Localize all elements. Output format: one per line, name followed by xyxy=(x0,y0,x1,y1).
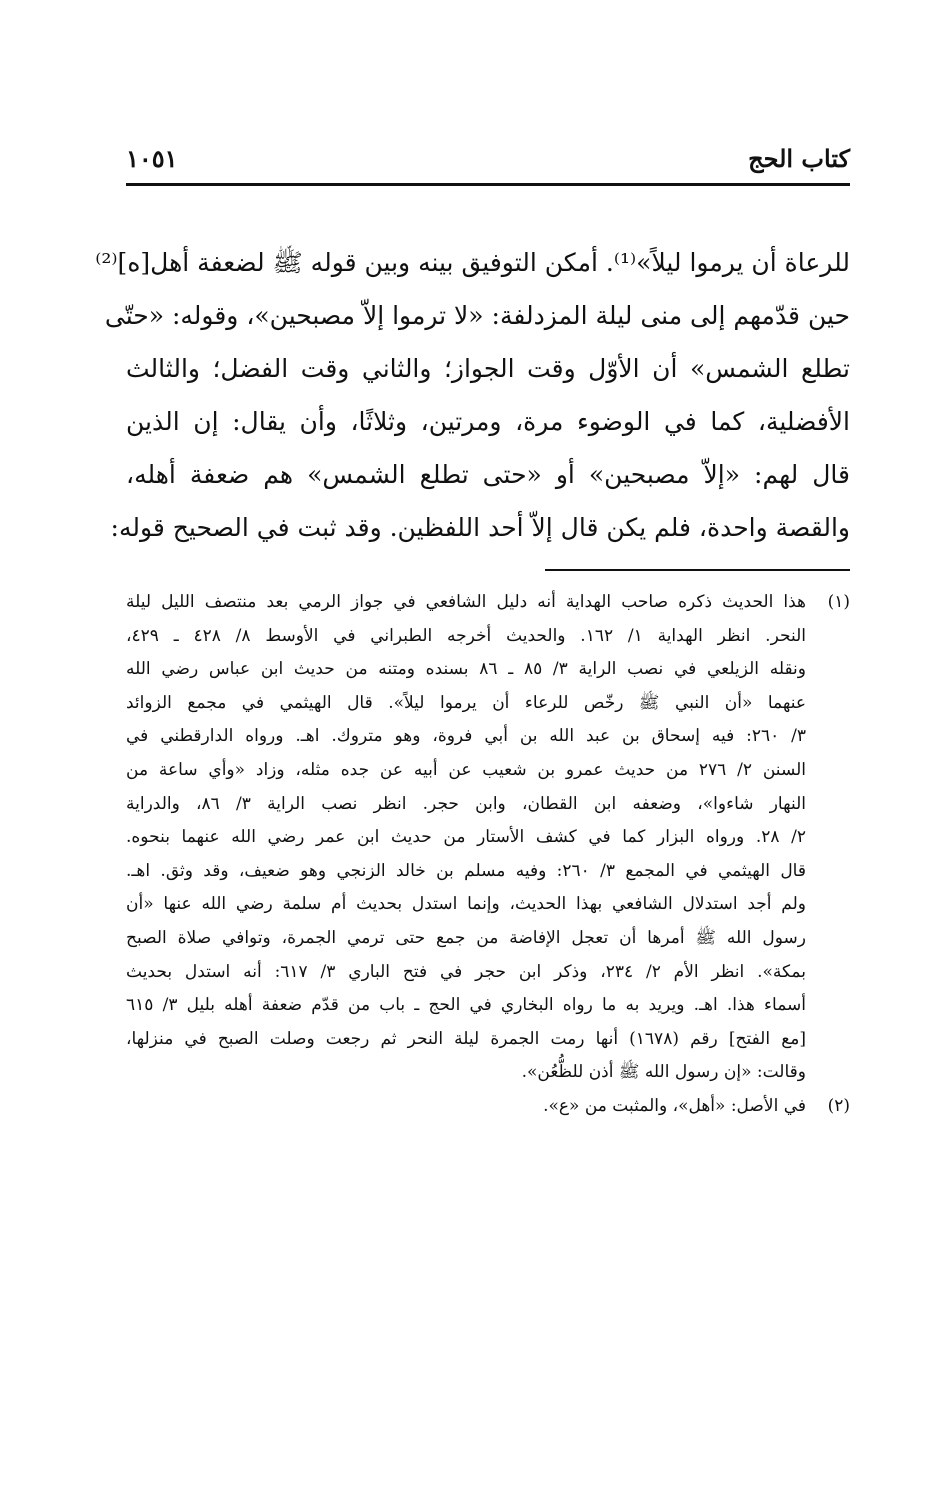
footnotes xyxy=(126,586,850,1124)
footnote-line: وقالت: «إن رسول الله ﷺ أذن للظُّعُن». xyxy=(521,1062,806,1083)
footnote-line: ٣/ ٢٦٠: فيه إسحاق بن عبد الله بن أبي فروة، وهو متروك. اهـ. ورواه الدارقطني في xyxy=(126,726,806,747)
footnote-line: ونقله الزيلعي في نصب الراية ٣/ ٨٥ ـ ٨٦ بسنده ومتنه من حديث ابن عباس رضي الله xyxy=(126,659,806,680)
footnote-line: عنهما «أن النبي ﷺ رخّص للرعاء أن يرموا ليلاً». قال الهيثمي في مجمع الزوائد xyxy=(126,692,806,713)
footnote-line: رسول الله ﷺ أمرها أن تعجل الإفاضة من جمع حتى ترمي الجمرة، وتوافي صلاة الصبح xyxy=(126,927,806,948)
main-text-line: للرعاة أن يرموا ليلاً»⁽¹⁾. أمكن التوفيق بينه وبين قوله ﷺ لضعفة أهل[ه]⁽²⁾ xyxy=(95,248,850,277)
main-text-line: تطلع الشمس» أن الأوّل وقت الجواز؛ والثاني وقت الفضل؛ والثالث xyxy=(126,354,850,383)
page-number: ١٠٥١ xyxy=(126,144,178,173)
main-text-line: حين قدّمهم إلى منى ليلة المزدلفة: «لا ترموا إلاّ مصبحين»، وقوله: «حتّى xyxy=(104,301,850,330)
main-text xyxy=(95,236,850,554)
footnote-line: النحر. انظر الهداية ١/ ١٦٢. والحديث أخرجه الطبراني في الأوسط ٨/ ٤٢٨ ـ ٤٢٩، xyxy=(126,625,806,646)
footnote-line: النهار شاءوا»، وضعفه ابن القطان، وابن حجر. انظر نصب الراية ٣/ ٨٦، والدراية xyxy=(126,793,806,814)
footnote-number: (٢) xyxy=(827,1095,850,1116)
main-text-line: قال لهم: «إلاّ مصبحين» أو «حتى تطلع الشمس» هم ضعفة أهله، xyxy=(126,460,850,489)
footnote-separator xyxy=(545,569,850,571)
footnote-line: ٢/ ٢٨. ورواه البزار كما في كشف الأستار من حديث ابن عمر رضي الله عنهما بنحوه. xyxy=(126,827,807,848)
footnote-line: قال الهيثمي في المجمع ٣/ ٢٦٠: وفيه مسلم بن خالد الزنجي وهو ضعيف، وقد وثق. اهـ. xyxy=(126,860,806,881)
footnote-line: أسماء هذا. اهـ. ويريد به ما رواه البخاري في الحج ـ باب من قدّم ضعفة أهله بليل ٣/ ٦١٥ xyxy=(126,995,806,1016)
main-text-line: الأفضلية، كما في الوضوء مرة، ومرتين، وثلاثًا، وأن يقال: إن الذين xyxy=(126,407,850,436)
footnote-line: في الأصل: «أهل»، والمثبت من «ع». xyxy=(543,1095,806,1116)
footnote-1 xyxy=(126,586,850,1090)
footnote-line: بمكة». انظر الأم ٢/ ٢٣٤، وذكر ابن حجر في فتح الباري ٣/ ٦١٧: أنه استدل بحديث xyxy=(126,961,806,982)
footnote-line: [مع الفتح] رقم (١٦٧٨) أنها رمت الجمرة ليلة النحر ثم رجعت وصلت الصبح في منزلها، xyxy=(126,1028,806,1049)
running-title: كتاب الحج xyxy=(748,144,850,173)
footnote-line: ولم أجد استدلال الشافعي بهذا الحديث، وإنما استدل بحديث أم سلمة رضي الله عنها «أن xyxy=(126,894,806,915)
header-rule xyxy=(126,183,850,186)
footnote-number: (١) xyxy=(827,592,850,612)
footnote-line: هذا الحديث ذكره صاحب الهداية أنه دليل الشافعي في جواز الرمي بعد منتصف الليل ليلة xyxy=(126,592,806,612)
page-header xyxy=(126,140,850,186)
footnote-line: السنن ٢/ ٢٧٦ من حديث عمرو بن شعيب عن أبيه عن جده مثله، وزاد «وأي ساعة من xyxy=(126,759,807,780)
main-text-line: والقصة واحدة، فلم يكن قال إلاّ أحد اللفظين. وقد ثبت في الصحيح قوله: xyxy=(110,513,850,542)
footnote-2 xyxy=(126,1090,850,1124)
